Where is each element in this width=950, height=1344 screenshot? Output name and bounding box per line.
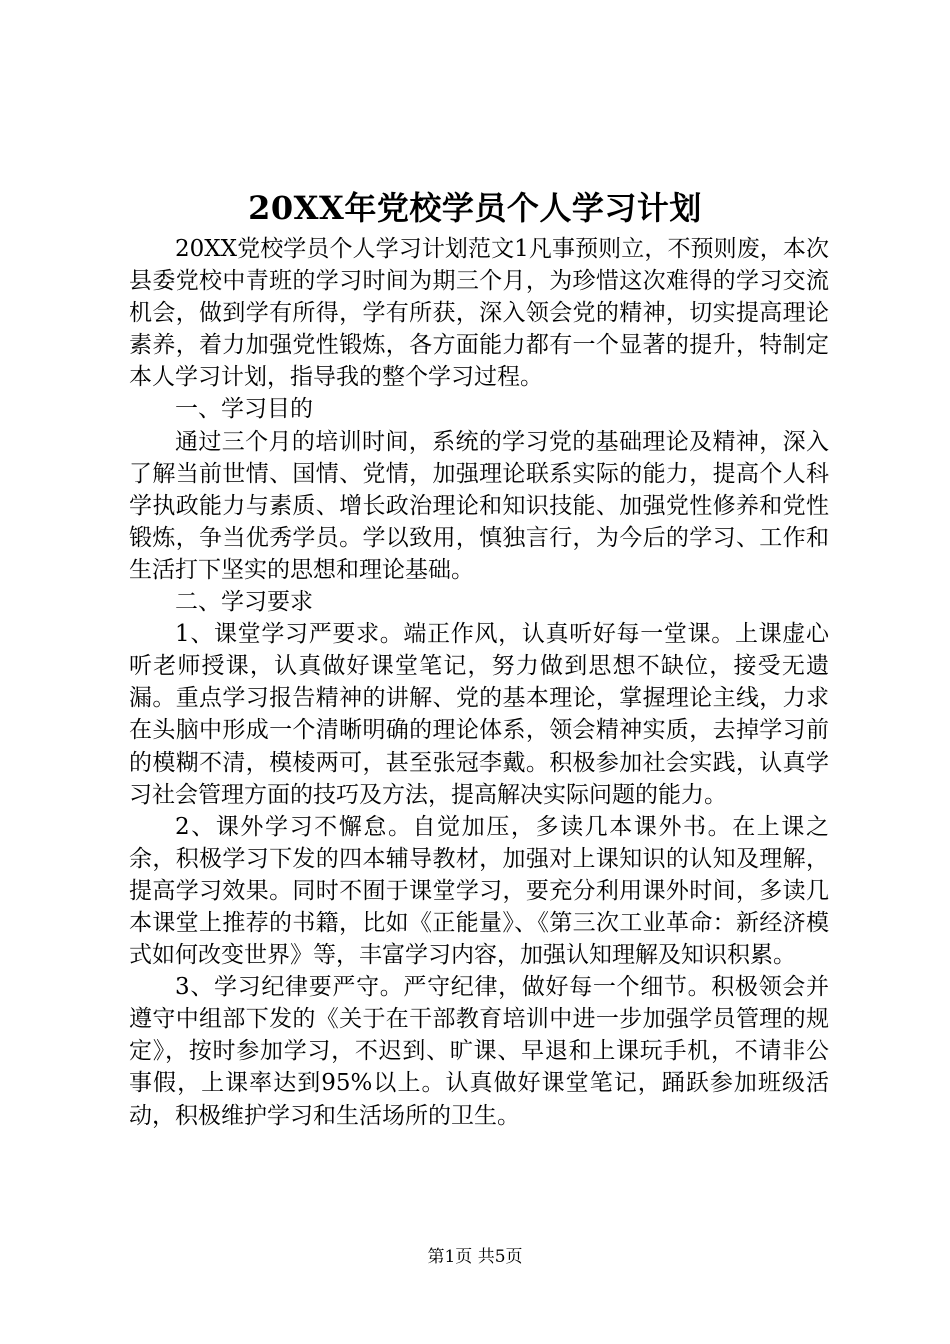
requirement-paragraph-1: 1、课堂学习严要求。端正作风，认真听好每一堂课。上课虚心听老师授课，认真做好课堂笔记，努力做到思想不缺位，接受无遗漏。重点学习报告精神的讲解、党的基本理论，掌握理论主线，力求在头脑中形成一个清晰明确的理论体系，领会精神实质，去掉学习前的模糊不清，模棱两可，甚至张冠李戴。积极参加社会实践，认真学习社会管理方面的技巧及方法，提高解决实际问题的能力。 [129,621,829,808]
document-title: 20XX年党校学员个人学习计划 [248,189,702,227]
section-heading-requirements: 二、学习要求 [175,589,313,616]
requirement-paragraph-3: 3、学习纪律要严守。严守纪律，做好每一个细节。积极领会并遵守中组部下发的《关于在干部教育培训中进一步加强学员管理的规定》，按时参加学习，不迟到、旷课、早退和上课玩手机，不请非公事假，上课率达到95%以上。认真做好课堂笔记，踊跃参加班级活动，积极维护学习和生活场所的卫生。 [129,974,829,1129]
page-footer: 第1页 共5页 [427,1247,523,1267]
section-heading-purpose: 一、学习目的 [175,396,313,423]
document-body [129,233,829,1132]
requirement-paragraph-2: 2、课外学习不懈怠。自觉加压，多读几本课外书。在上课之余，积极学习下发的四本辅导教材，加强对上课知识的认知及理解，提高学习效果。同时不囿于课堂学习，要充分利用课外时间，多读几本课堂上推荐的书籍，比如《正能量》、《第三次工业革命：新经济模式如何改变世界》等，丰富学习内容，加强认知理解及知识积累。 [129,813,829,969]
purpose-paragraph: 通过三个月的培训时间，系统的学习党的基础理论及精神，深入了解当前世情、国情、党情，加强理论联系实际的能力，提高个人科学执政能力与素质、增长政治理论和知识技能、加强党性修养和党性锻炼，争当优秀学员。学以致用，慎独言行，为今后的学习、工作和生活打下坚实的思想和理论基础。 [129,428,829,583]
intro-paragraph: 20XX党校学员个人学习计划范文1凡事预则立，不预则废，本次县委党校中青班的学习时间为期三个月，为珍惜这次难得的学习交流机会，做到学有所得，学有所获，深入领会党的精神，切实提高理论素养，着力加强党性锻炼，各方面能力都有一个显著的提升，特制定本人学习计划，指导我的整个学习过程。 [129,236,829,391]
